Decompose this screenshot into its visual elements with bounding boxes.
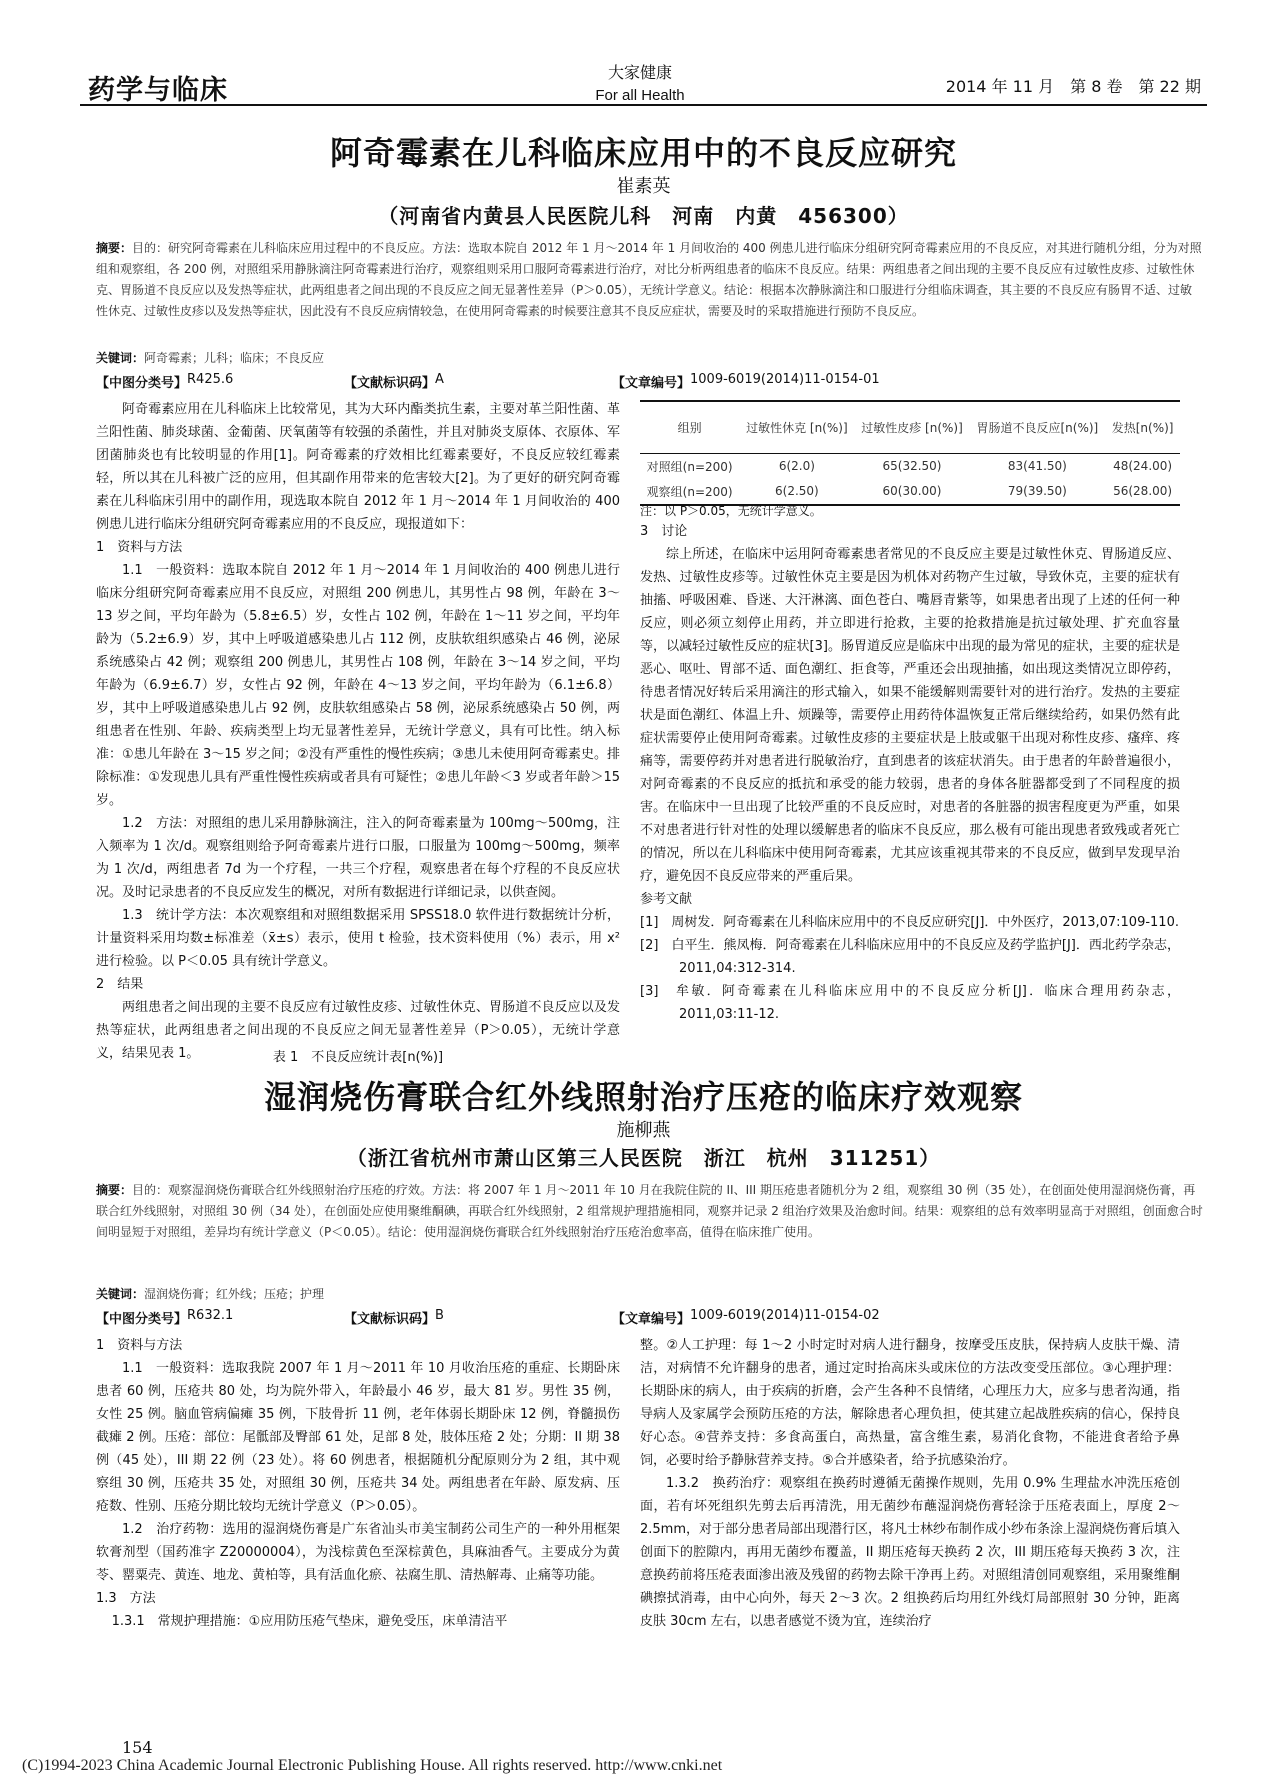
art-label: 【文章编号】 xyxy=(612,1312,691,1327)
table-cell: 83(41.50) xyxy=(1007,459,1067,473)
art-value: 1009-6019(2014)11-0154-02 xyxy=(690,1308,880,1323)
header-rule xyxy=(80,104,1207,106)
section-heading: 3 讨论 xyxy=(640,524,688,539)
section-heading: 1.3 方法 xyxy=(96,1591,156,1606)
article2-right-column xyxy=(640,1334,1180,1734)
table-note: 注：以 P＞0.05，无统计学意义。 xyxy=(640,504,822,518)
article1-affiliation: （河南省内黄县人民医院儿科 河南 内黄 456300） xyxy=(378,204,909,228)
table-row xyxy=(640,479,1180,505)
paragraph: 1.3 统计学方法：本次观察组和对照组数据采用 SPSS18.0 软件进行数据统计分析，计量资料采用均数±标准差（x̄±s）表示，使用 t 检验，技术资料使用（%）表示，用 x² 进行检验。以 P＜0.05 具有统计学意义。 xyxy=(96,908,620,969)
doc-value: B xyxy=(435,1308,444,1323)
article1-right-column xyxy=(640,520,1180,1020)
article2-affiliation: （浙江省杭州市萧山区第三人民医院 浙江 杭州 311251） xyxy=(346,1146,941,1170)
section-heading: 1 资料与方法 xyxy=(96,1338,183,1353)
reference-item: [1] 周树发．阿奇霉素在儿科临床应用中的不良反应研究[J]．中外医疗，2013,07:109-110. xyxy=(640,915,1179,930)
article2-keywords xyxy=(96,1284,1203,1305)
table-cell: 60(30.00) xyxy=(854,479,969,505)
article1-keywords xyxy=(96,348,1203,369)
paragraph: 1.2 治疗药物：选用的湿润烧伤膏是广东省汕头市美宝制药公司生产的一种外用框架软膏剂型（国药准字 Z20000004），为浅棕黄色至深棕黄色，具麻油香气。主要成分为黄苓、罂粟壳、黄连、地龙、黄柏等，具有活血化瘀、祛腐生肌、清热解毒、止痛等功能。 xyxy=(96,1522,620,1583)
article2-class-row xyxy=(96,1308,1203,1326)
article2-left-column xyxy=(96,1334,620,1734)
table-cell: 79(39.50) xyxy=(970,479,1106,505)
clc-label: 【中图分类号】 xyxy=(96,376,188,391)
journal-name-zh: 大家健康 xyxy=(607,63,672,82)
paragraph: 阿奇霉素应用在儿科临床上比较常见，其为大环内酯类抗生素，主要对革兰阳性菌、革兰阳性菌、肺炎球菌、金葡菌、厌氧菌等有较强的杀菌性，并且对肺炎支原体、衣原体、军团菌肺炎也有比较明显的作用[1]。阿奇霉素的疗效相比红霉素要好，不良反应较红霉素轻，所以其在儿科被广泛的应用，但其副作用带来的危害较大[2]。为了更好的研究阿奇霉素在儿科临床引用中的副作用，现选取本院自 2012 年 1 月～2014 年 1 月间收治的 400 例患儿进行临床分组研究阿奇霉素应用的不良反应，现报道如下： xyxy=(96,402,620,532)
table-header-cell: 发热[n(%)] xyxy=(1105,401,1180,453)
table-header-cell: 过敏性休克 [n(%)] xyxy=(739,401,854,453)
doc-label: 【文献标识码】 xyxy=(344,1312,436,1327)
section-heading: 参考文献 xyxy=(640,892,693,907)
abstract-text: 目的：观察湿润烧伤膏联合红外线照射治疗压疮的疗效。方法：将 2007 年 1 月～2011 年 10 月在我院住院的 II、III 期压疮患者随机分为 2 组，观察组 30 例（35 处），在创面处使用湿润烧伤膏，再联合红外线照射，对照组 30 例（34 处），在创面处应使用聚维酮碘，再联合红外线照射，2 组常规护理措施相同，观察并记录 2 组治疗效果及治愈时间。结果：观察组的总有效率明显高于对照组，创面愈合时间明显短于对照组，差异均有统计学意义（P＜0.05）。结论：使用湿润烧伤膏联合红外线照射治疗压疮治愈率高，值得在临床推广使用。 xyxy=(96,1183,1203,1239)
page-number: 154 xyxy=(122,1738,153,1757)
table-body xyxy=(640,453,1180,505)
clc-value: R632.1 xyxy=(187,1308,234,1323)
keywords-label: 关键词： xyxy=(96,1287,145,1301)
clc-label: 【中图分类号】 xyxy=(96,1312,188,1327)
abstract-label: 摘要： xyxy=(96,241,133,255)
table-cell: 56(28.00) xyxy=(1105,479,1180,505)
keywords-text: 阿奇霉素；儿科；临床；不良反应 xyxy=(144,351,325,365)
paragraph: 1.1 一般资料：选取本院自 2012 年 1 月～2014 年 1 月间收治的 400 例患儿进行临床分组研究阿奇霉素应用不良反应，对照组 200 例患儿，其男性占 98 例，年龄在 3～13 岁之间，平均年龄为（5.8±6.5）岁，女性占 102 例，年龄在 1～11 岁之间，平均年龄为（5.2±6.9）岁，其中上呼吸道感染患儿占 112 例，皮肤软组织感染占 46 例，泌尿系统感染占 42 例；观察组 200 例患儿，其男性占 108 例，年龄在 3～14 岁之间，平均年龄为（6.9±6.7）岁，女性占 92 例，年龄在 4～13 岁之间，平均年龄为（6.1±6.8）岁，其中上呼吸道感染患儿占 92 例，皮肤软组感染占 58 例，泌尿系统感染占 50 例，两组患者在性别、年龄、疾病类型上均无显著性差异，无统计学意义，具有可比性。纳入标准：①患儿年龄在 3～15 岁之间；②没有严重性的慢性疾病；③患儿未使用阿奇霉素史。排除标准：①发现患儿具有严重性慢性疾病或者具有可疑性；②患儿年龄＜3 岁或者年龄＞15 岁。 xyxy=(96,563,620,808)
keywords-text: 湿润烧伤膏；红外线；压疮；护理 xyxy=(144,1287,325,1301)
section-heading: 整。②人工护理：每 1～2 小时定时对病人进行翻身，按摩受压皮肤，保持病人皮肤干燥、清洁，对病情不允许翻身的患者，通过定时抬高床头或床位的方法改变受压部位。③心理护理：长期卧床的病人，由于疾病的折磨，会产生各种不良情绪，心理压力大，应多与患者沟通，指导病人及家属学会预防压疮的方法，解除患者心理负担，使其建立起战胜疾病的信心，保持良好心态。④营养支持：多食高蛋白，高热量，富含维生素，易消化食物，不能进食者给予鼻饲，必要时给予静脉营养支持。⑤合并感染者，给予抗感染治疗。 xyxy=(640,1338,1180,1468)
section-heading: 1.3.1 常规护理措施：①应用防压疮气垫床，避免受压，床单清洁平 xyxy=(111,1614,508,1629)
article2-abstract xyxy=(96,1180,1203,1243)
reference-item: [3] 牟敏．阿奇霉素在儿科临床应用中的不良反应分析[J]．临床合理用药杂志，2011,03:11-12. xyxy=(640,984,1180,1022)
table-header-cell: 组别 xyxy=(640,401,739,453)
table-cell: 对照组(n=200) xyxy=(646,459,733,474)
keywords-label: 关键词： xyxy=(96,351,145,365)
art-value: 1009-6019(2014)11-0154-01 xyxy=(690,372,880,387)
abstract-text: 目的：研究阿奇霉素在儿科临床应用过程中的不良反应。方法：选取本院自 2012 年 1 月～2014 年 1 月间收治的 400 例患儿进行临床分组研究阿奇霉素应用的不良反应，对其进行随机分组，分为对照组和观察组，各 200 例，对照组采用静脉滴注阿奇霉素进行治疗，观察组则采用口服阿奇霉素进行治疗，对比分析两组患者的临床不良反应。结果：两组患者之间出现的主要不良反应有过敏性皮疹、过敏性休克、胃肠道不良反应以及发热等症状，此两组患者之间出现的不良反应之间无显著性差异（P＞0.05），无统计学意义。结论：根据本次静脉滴注和口服进行分组临床调查，其主要的不良反应有肠胃不适、过敏性休克、过敏性皮疹以及发热等症状，因此没有不良反应病情较急，在使用阿奇霉素的时候要注意其不良反应症状，需要及时的采取措施进行预防不良反应。 xyxy=(96,241,1202,318)
table-cell: 观察组(n=200) xyxy=(640,479,739,505)
article1-author: 崔素英 xyxy=(616,176,671,197)
issue-info: 2014 年 11 月 第 8 卷 第 22 期 xyxy=(945,77,1201,96)
table-row xyxy=(640,453,1180,479)
doc-value: A xyxy=(435,372,444,387)
table-cell: 6(2.50) xyxy=(739,479,854,505)
doc-label: 【文献标识码】 xyxy=(344,376,436,391)
paragraph: 1.3.2 换药治疗：观察组在换药时遵循无菌操作规则，先用 0.9% 生理盐水冲洗压疮创面，若有坏死组织先剪去后再清洗，用无菌纱布蘸湿润烧伤膏轻涂于压疮表面上，厚度 2～2.5mm，对于部分患者局部出现潜行区，将凡士林纱布制作成小纱布条涂上湿润烧伤膏后填入创面下的腔隙内，再用无菌纱布覆盖，II 期压疮每天换药 2 次，III 期压疮每天换药 3 次，注意换药前将压疮表面渗出液及残留的药物去除干净再上药。对照组清创同观察组，采用聚维酮碘擦拭消毒，由中心向外，每天 2～3 次。2 组换药后均用红外线灯局部照射 30 分钟，距离皮肤 30cm 左右，以患者感觉不烫为宜，连续治疗 xyxy=(640,1476,1181,1629)
article2-title: 湿润烧伤膏联合红外线照射治疗压疮的临床疗效观察 xyxy=(263,1078,1023,1116)
table-cell: 48(24.00) xyxy=(1113,459,1173,473)
article1-abstract xyxy=(96,238,1203,322)
table-caption: 表 1 不良反应统计表[n(%)] xyxy=(272,1050,444,1065)
paragraph: 综上所述，在临床中运用阿奇霉素患者常见的不良反应主要是过敏性休克、胃肠道反应、发热、过敏性皮疹等。过敏性休克主要是因为机体对药物产生过敏，导致休克，主要的症状有抽搐、呼吸困难、昏迷、大汗淋漓、面色苍白、嘴唇青紫等，如果患者出现了上述的任何一种反应，则必须立刻停止用药，并立即进行抢救，主要的抢救措施是抗过敏处理、扩充血容量等，以减轻过敏性反应的症状[3]。肠胃道反应是临床中出现的最为常见的症状，主要的症状是恶心、呕吐、胃部不适、面色潮红、拒食等，严重还会出现抽搐，如出现这类情况立即停药，待患者情况好转后采用滴注的形式输入，如果不能缓解则需要针对的进行治疗。发热的主要症状是面色潮红、体温上升、烦躁等，需要停止用药待体温恢复正常后继续给药，如果仍然有此症状需要停止使用阿奇霉素。过敏性皮疹的主要症状是上肢或躯干出现对称性皮疹、瘙痒、疼痛等，需要停药并对患者进行脱敏治疗，直到患者的该症状消失。由于患者的年龄普遍很小，对阿奇霉素的不良反应的抵抗和承受的能力较弱，患者的身体各脏器都受到了不同程度的损害。在临床中一旦出现了比较严重的不良反应时，对患者的各脏器的损害程度更为严重，如果不对患者进行针对性的处理以缓解患者的临床不良反应，那么极有可能出现患者致残或者死亡的情况，所以在儿科临床中使用阿奇霉素，尤其应该重视其带来的不良反应，做到早发现早治疗，避免因不良反应带来的严重后果。 xyxy=(640,547,1180,884)
clc-value: R425.6 xyxy=(187,372,234,387)
table-header-cell: 过敏性皮疹 [n(%)] xyxy=(854,401,969,453)
section-heading: 1 资料与方法 xyxy=(96,540,183,555)
section-title: 药学与临床 xyxy=(88,75,228,106)
article1-class-row xyxy=(96,372,1203,390)
reference-item: [2] 白平生．熊凤梅．阿奇霉素在儿科临床应用中的不良反应及药学监护[J]．西北药学杂志，2011,04:312-314. xyxy=(640,938,1180,976)
abstract-label: 摘要： xyxy=(96,1183,133,1197)
copyright-footer: (C)1994-2023 China Academic Journal Electronic Publishing House. All rights reserved. http://www.cnki.net xyxy=(22,1757,723,1774)
article2-author: 施柳燕 xyxy=(616,1120,671,1141)
journal-name-en: For all Health xyxy=(595,87,685,104)
table-cell: 6(2.0) xyxy=(778,459,815,473)
art-label: 【文章编号】 xyxy=(612,376,691,391)
adverse-reaction-table xyxy=(640,400,1180,506)
paragraph: 两组患者之间出现的主要不良反应有过敏性皮疹、过敏性休克、胃肠道不良反应以及发热等症状，此两组患者之间出现的不良反应之间无显著性差异（P＞0.05），无统计学意义，结果见表 1。 xyxy=(96,1000,620,1061)
article1-title: 阿奇霉素在儿科临床应用中的不良反应研究 xyxy=(329,134,957,172)
paragraph: 1.2 方法：对照组的患儿采用静脉滴注，注入的阿奇霉素量为 100mg～500mg，注入频率为 1 次/d。观察组则给予阿奇霉素片进行口服，口服量为 100mg～500mg，频率为 1 次/d，两组患者 7d 为一个疗程，一共三个疗程，观察患者在每个疗程的不良反应状况。及时记录患者的不良反应发生的概况，对所有数据进行详细记录，以供查阅。 xyxy=(96,816,620,900)
section-heading: 2 结果 xyxy=(96,977,144,992)
paragraph: 1.1 一般资料：选取我院 2007 年 1 月～2011 年 10 月收治压疮的重症、长期卧床患者 60 例，压疮共 80 处，均为院外带入，年龄最小 46 岁，最大 81 岁。男性 35 例，女性 25 例。脑血管病偏瘫 35 例，下肢骨折 11 例，老年体弱长期卧床 12 例，脊髓损伤截瘫 2 例。压疮：部位：尾骶部及臀部 61 处，足部 8 处，肢体压疮 2 处；分期：II 期 38 例（45 处），III 期 22 例（23 处）。将 60 例患者，根据随机分配原则分为 2 组，其中观察组 30 例，压疮共 35 处，对照组 30 例，压疮共 34 处。两组患者在年龄、原发病、压疮数、性别、压疮分期比较均无统计学意义（P＞0.05）。 xyxy=(96,1361,620,1514)
table-header-row xyxy=(640,401,1180,453)
table-header-cell: 胃肠道不良反应[n(%)] xyxy=(970,401,1106,453)
journal-name xyxy=(540,60,740,104)
table-cell: 65(32.50) xyxy=(882,459,942,473)
